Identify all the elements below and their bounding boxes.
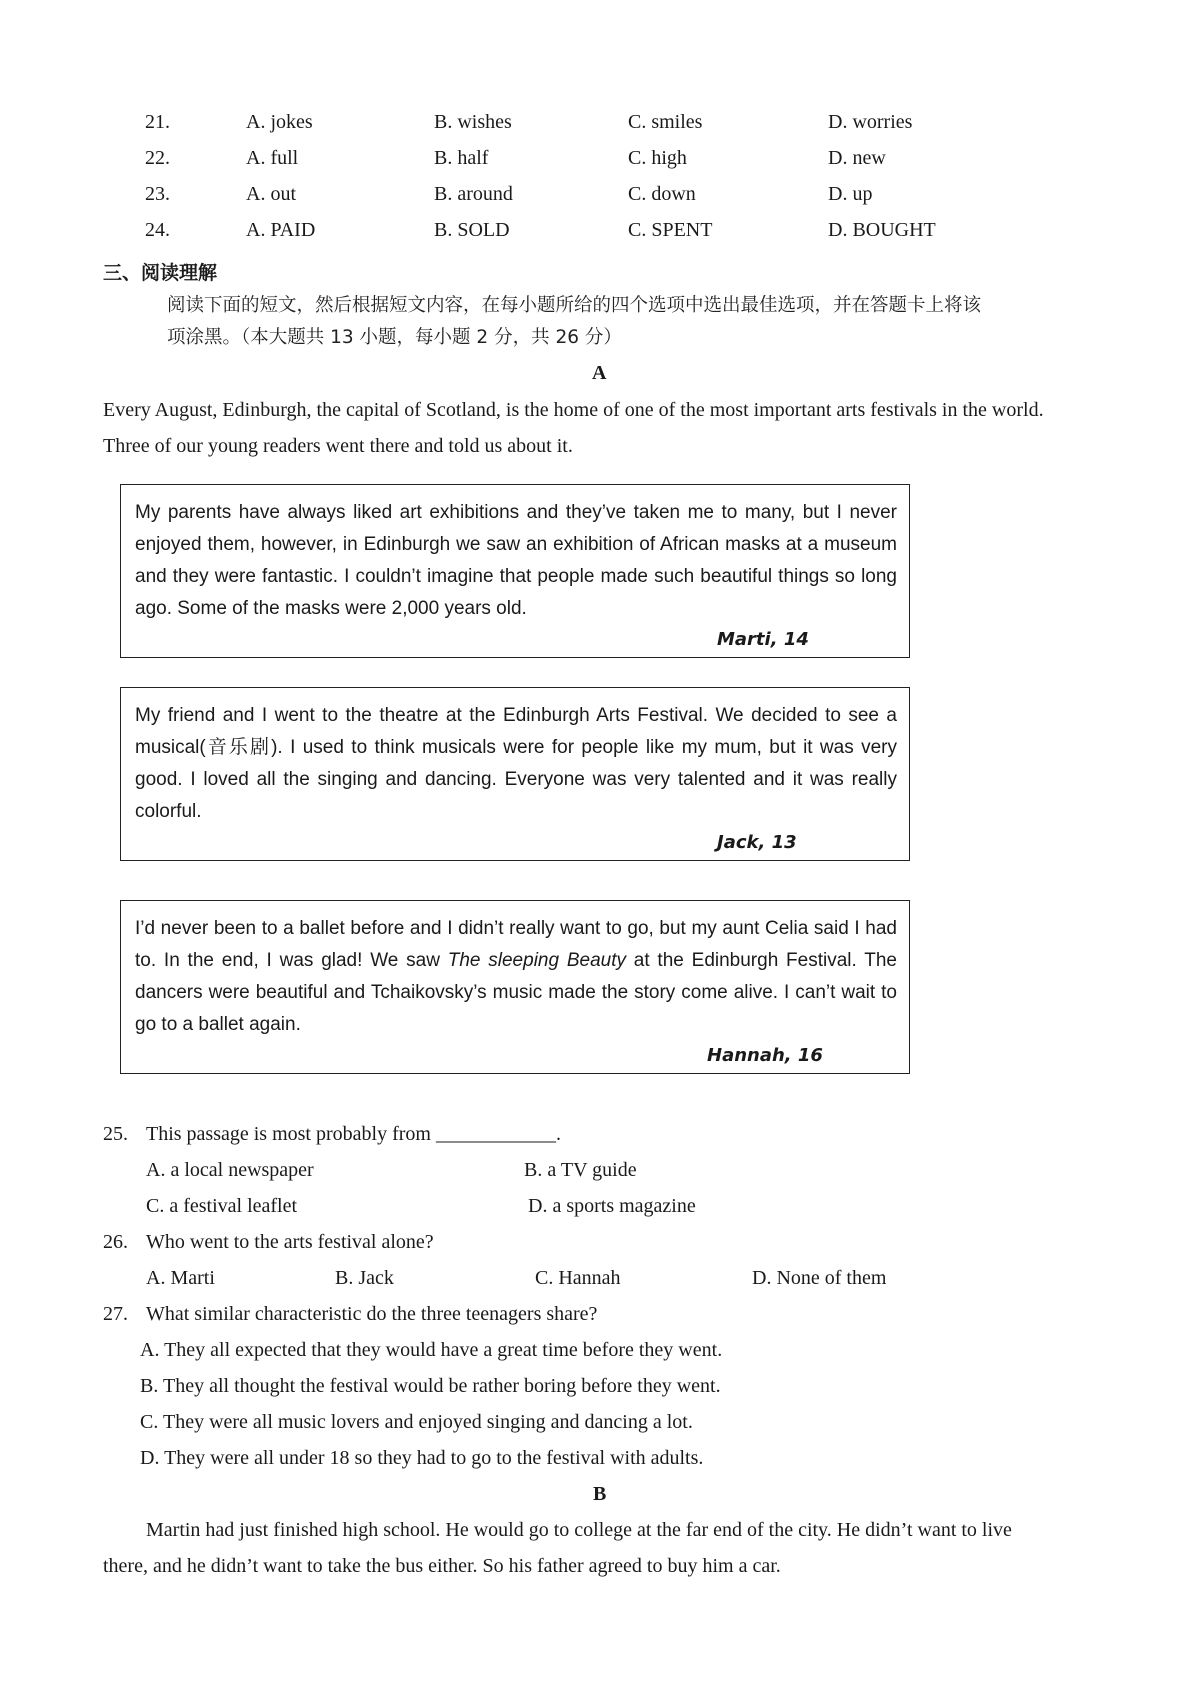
q26-option-b: B. Jack [335,1267,394,1289]
section-heading: 三、阅读理解 [103,262,218,284]
question-number: 26. [103,1231,128,1253]
q27-option-c: C. They were all music lovers and enjoyed singing and dancing a lot. [140,1411,693,1433]
testimonial-text-part: I’d never been to a ballet before and I didn’t really want to go, but my aunt Celia said I had to. In the end, I was glad! We saw [135,918,897,971]
q25-option-a: A. a local newspaper [146,1159,314,1181]
question-stem: This passage is most probably from ____________. [146,1123,561,1145]
option-a: A. jokes [246,111,313,133]
option-c: C. high [628,147,687,169]
passage-letter-b: B [593,1483,607,1505]
section-instruction-line2: 项涂黑。（本大题共 13 小题，每小题 2 分，共 26 分） [167,327,622,348]
q27-option-b: B. They all thought the festival would be rather boring before they went. [140,1375,721,1397]
question-number: 24. [145,219,170,241]
testimonial-text [135,913,897,1041]
q25-option-c: C. a festival leaflet [146,1195,298,1217]
question-stem: Who went to the arts festival alone? [146,1231,434,1253]
testimonial-signature: Jack, 13 [717,832,797,853]
question-number: 25. [103,1123,128,1145]
q25-option-b: B. a TV guide [524,1159,637,1181]
testimonial-signature: Hannah, 16 [707,1045,823,1066]
passage-b-line1: Martin had just finished high school. He would go to college at the far end of the city. He didn’t want to live [146,1519,1012,1541]
question-stem: What similar characteristic do the three teenagers share? [146,1303,598,1325]
testimonial-box-marti [120,484,910,658]
q26-option-d: D. None of them [752,1267,887,1289]
option-c: C. SPENT [628,219,713,241]
option-b: B. wishes [434,111,512,133]
option-b: B. around [434,183,513,205]
option-d: D. new [828,147,886,169]
testimonial-box-jack [120,687,910,861]
option-b: B. half [434,147,489,169]
passage-b-line2: there, and he didn’t want to take the bus either. So his father agreed to buy him a car. [103,1555,781,1577]
section-instruction-line1: 阅读下面的短文，然后根据短文内容，在每小题所给的四个选项中选出最佳选项，并在答题卡上将该 [167,295,982,316]
option-a: A. PAID [246,219,316,241]
testimonial-box-hannah [120,900,910,1074]
option-a: A. full [246,147,299,169]
passage-a-intro-line1: Every August, Edinburgh, the capital of Scotland, is the home of one of the most important arts festivals in the world. [103,399,1044,421]
q26-option-c: C. Hannah [535,1267,621,1289]
q27-option-d: D. They were all under 18 so they had to go to the festival with adults. [140,1447,704,1469]
q25-option-d: D. a sports magazine [528,1195,696,1217]
testimonial-signature: Marti, 14 [717,629,809,650]
question-number: 22. [145,147,170,169]
option-d: D. up [828,183,873,205]
testimonial-text-part: at the Edinburgh Festival. The dancers were beautiful and Tchaikovsky’s music made the story come alive. I can’t wait to go to a ballet again. [135,950,897,1035]
option-c: C. smiles [628,111,703,133]
option-d: D. BOUGHT [828,219,936,241]
option-b: B. SOLD [434,219,510,241]
q27-option-a: A. They all expected that they would have a great time before they went. [140,1339,723,1361]
ballet-title: The sleeping Beauty [447,950,626,971]
option-d: D. worries [828,111,913,133]
question-number: 27. [103,1303,128,1325]
option-c: C. down [628,183,696,205]
question-number: 21. [145,111,170,133]
passage-a-intro-line2: Three of our young readers went there and told us about it. [103,435,573,457]
question-number: 23. [145,183,170,205]
testimonial-text: My parents have always liked art exhibitions and they’ve taken me to many, but I never enjoyed them, however, in Edinburgh we saw an exhibition of African masks at a museum and they were fantastic. I couldn’t imagine that people made such beautiful things so long ago. Some of the masks were 2,000 years old. [135,502,897,619]
testimonial-text: My friend and I went to the theatre at the Edinburgh Arts Festival. We decided to see a musical(音乐剧). I used to think musicals were for people like my mum, but it was very good. I loved all the singing and dancing. Everyone was very talented and it was really colorful. [135,705,897,822]
option-a: A. out [246,183,296,205]
passage-letter-a: A [592,362,607,384]
q26-option-a: A. Marti [146,1267,215,1289]
